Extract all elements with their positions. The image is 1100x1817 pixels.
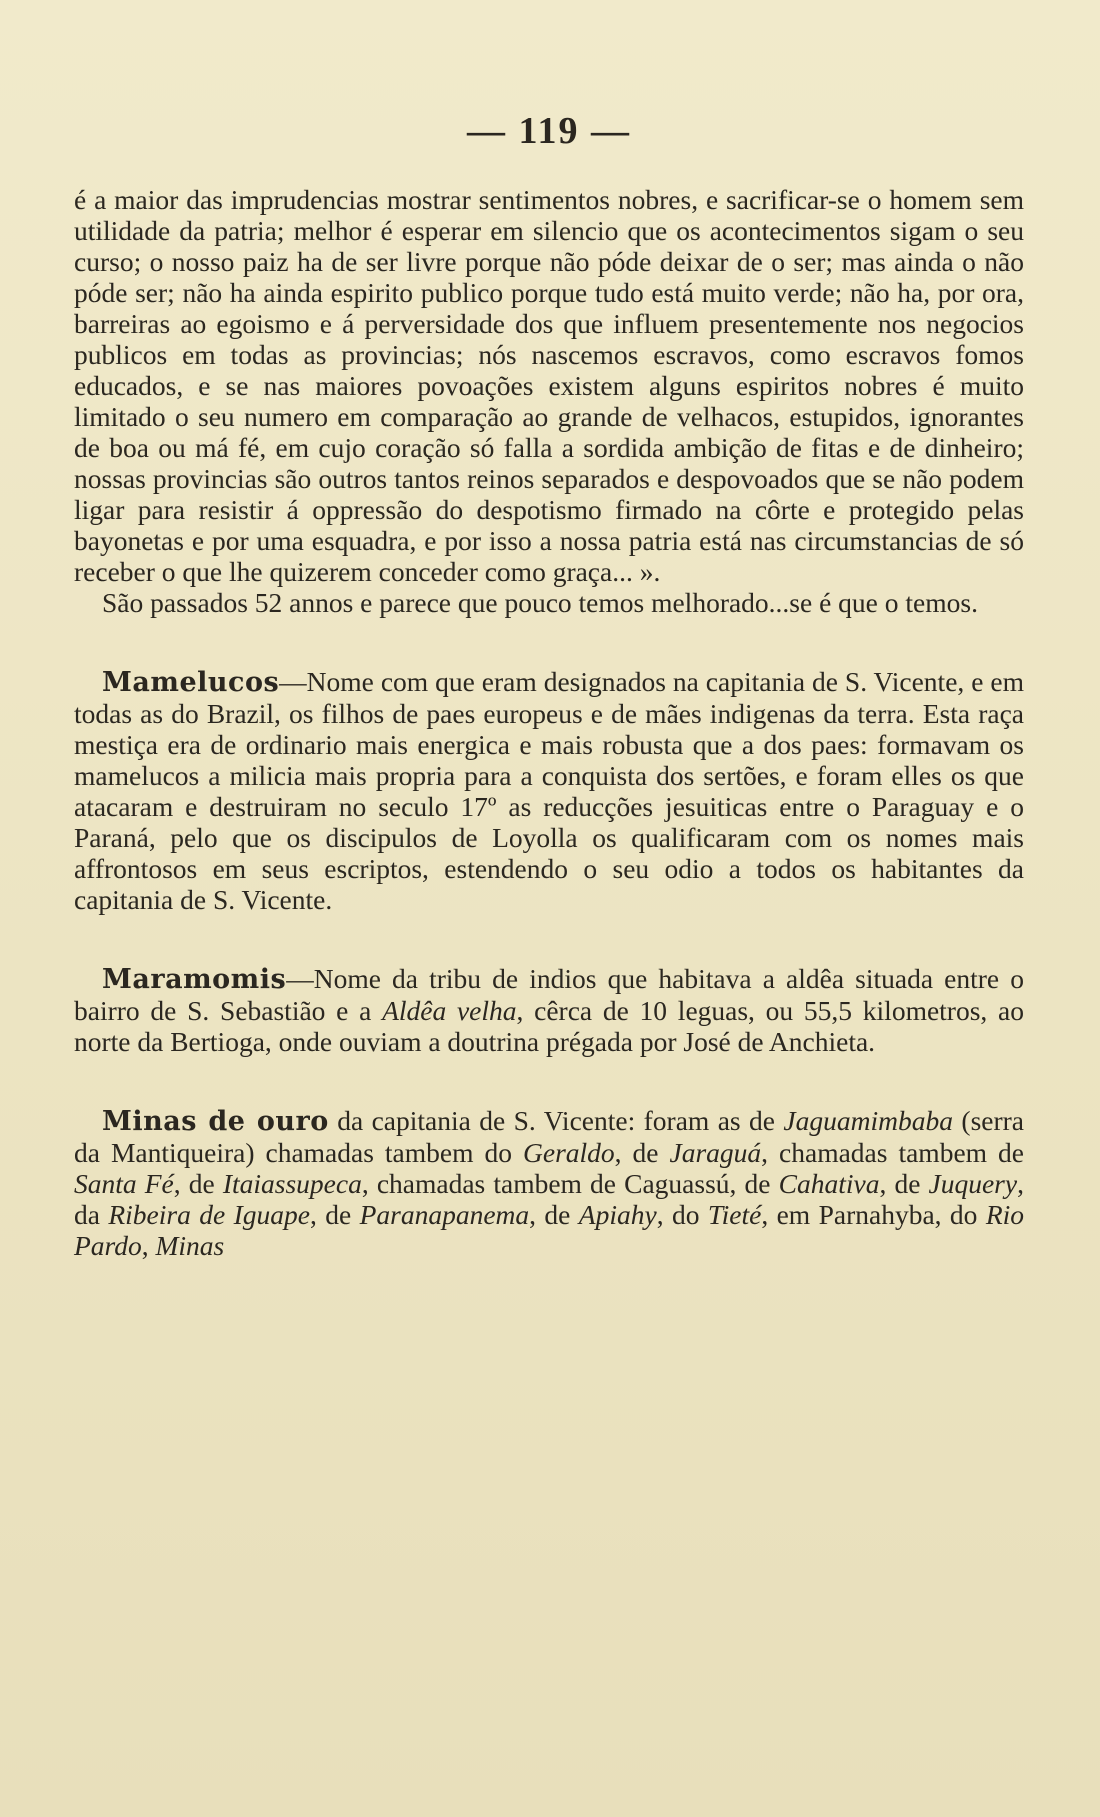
place-name: Geraldo — [523, 1137, 615, 1168]
place-name: Itaiassupeca — [222, 1168, 362, 1199]
entry-maramomis — [74, 963, 1024, 1057]
entry-definition: —Nome com que eram designados na capitania de S. Vicente, e em todas as do Brazil, os filhos de paes europeus e de mães indigenas da terra. Esta raça mestiça era de ordinario mais energica e mais robusta que a dos paes: formavam os mamelucos a milicia mais propria para a conquista dos sertões, e foram elles os que atacaram e destruiram no seculo 17º as reducções jesuiticas entre o Paraguay e o Paraná, pelo que os discipulos de Loyolla os qualificaram com os nomes mais affrontosos em seus escriptos, estendendo o seu odio a todos os habitantes da capitania de S. Vicente. — [74, 666, 1024, 915]
paragraph-quote-end: é a maior das imprudencias mostrar sentimentos nobres, e sacrificar-se o homem sem utilidade da patria; melhor é esperar em silencio que os acontecimentos sigam o seu curso; o nosso paiz ha de ser livre porque não póde deixar de o ser; mas ainda o não póde ser; não ha ainda espirito publico porque tudo está muito verde; não ha, por ora, barreiras ao egoismo e á perversidade dos que influem presentemente nos negocios publicos em todas as provincias; nós nascemos escravos, como escravos fomos educados, e se nas maiores povoações existem alguns espiritos nobres é muito limitado o seu numero em comparação ao grande de velhacos, estupidos, ignorantes de boa ou má fé, em cujo coração só falla a sordida ambição de fitas e de dinheiro; nossas provincias são outros tantos reinos separados e despovoados que se não podem ligar para resistir á oppressão do despotismo firmado na côrte e protegido pelas bayonetas e por uma esquadra, e por isso a nossa patria está nas circumstancias de só receber o que lhe quizerem conceder como graça... ». — [74, 184, 1024, 587]
page-number: — 119 — — [467, 110, 631, 152]
continuation-text — [74, 184, 1024, 618]
entry-term: Maramomis — [102, 964, 287, 995]
entry-definition: , chamadas tambem de — [761, 1137, 1024, 1168]
entry-definition: , de — [529, 1199, 579, 1230]
place-name: Tieté — [707, 1199, 762, 1230]
place-name: Ribeira de Iguape — [108, 1199, 310, 1230]
entry-minas-text — [74, 1105, 1024, 1261]
paragraph-remark: São passados 52 annos e parece que pouco temos melhorado...se é que o temos. — [102, 587, 978, 618]
place-name: Minas — [155, 1230, 225, 1261]
place-name: Juquery — [928, 1168, 1018, 1199]
entry-definition: , de — [879, 1168, 929, 1199]
entry-definition: , de — [309, 1199, 360, 1230]
place-name: Paranapanema — [359, 1199, 530, 1230]
entry-mamelucos — [74, 666, 1024, 915]
entry-definition: , cêrca de 10 leguas, ou 55,5 kilometros, ao norte da Bertioga, onde ouviam a doutrina prégada por José de Anchieta. — [74, 995, 1024, 1057]
entry-definition: , — [141, 1230, 156, 1261]
entry-definition: , chamadas tambem de Caguassú, de — [361, 1168, 779, 1199]
place-name: Rio Pardo — [74, 1199, 1025, 1261]
place-name: Jaraguá — [669, 1137, 762, 1168]
entry-definition: da capitania de S. Vicente: foram as de — [328, 1105, 784, 1136]
entry-maramomis-text — [74, 963, 1024, 1057]
place-name: Apiahy — [578, 1199, 657, 1230]
entry-definition: , da — [74, 1168, 1024, 1230]
entry-definition: (serra da Mantiqueira) chamadas tambem do — [74, 1105, 1025, 1168]
entry-definition: —Nome da tribu de indios que habitava a aldêa situada entre o bairro de S. Sebastião e a — [74, 963, 1024, 1026]
place-name: Santa Fé — [74, 1168, 174, 1199]
entry-term: Mamelucos — [102, 667, 280, 698]
entry-definition: , de — [614, 1137, 670, 1168]
entry-definition: , do — [656, 1199, 708, 1230]
entry-definition: , em Parnahyba, do — [761, 1199, 986, 1230]
place-name: Aldêa velha — [382, 995, 517, 1026]
entry-mamelucos-text — [74, 666, 1024, 915]
entry-term: Minas de ouro — [102, 1106, 329, 1137]
place-name: Cahativa — [778, 1168, 880, 1199]
place-name: Jaguamimbaba — [783, 1105, 953, 1136]
entry-definition: , de — [173, 1168, 223, 1199]
entry-minas-de-ouro — [74, 1105, 1024, 1261]
